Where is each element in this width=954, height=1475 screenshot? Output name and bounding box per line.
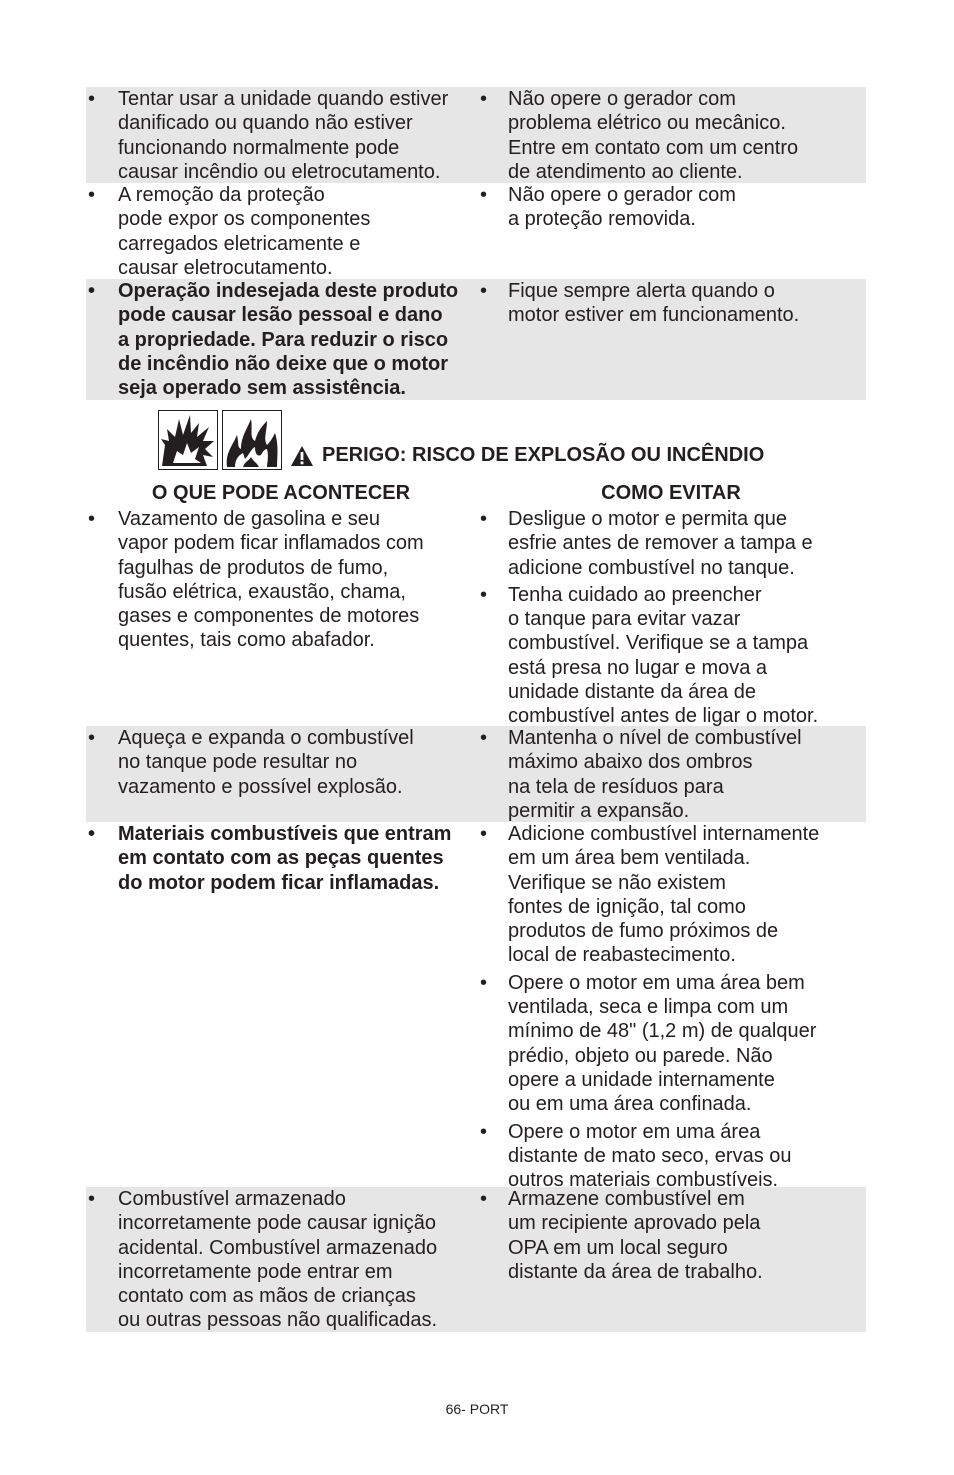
- hazard-icons: [158, 410, 282, 470]
- table-row: [86, 183, 866, 279]
- list-item: [86, 726, 476, 799]
- bullet: •: [88, 1188, 96, 1210]
- avoid-text: Opere o motor em uma área distante de mato seco, ervas ou outros materiais combustíveis.: [508, 1120, 792, 1192]
- list-item: [86, 183, 476, 280]
- avoid-cell: [476, 183, 866, 279]
- hazard-text: Materiais combustíveis que entram em contato com as peças quentes do motor podem ficar inflamadas.: [118, 823, 452, 894]
- hazard-text: Vazamento de gasolina e seu vapor podem ficar inflamados com fagulhas de produtos de fumo, fusão elétrica, exaustão, chama, gases e componentes de motores quentes, tais como abafador.: [118, 508, 424, 652]
- hazard-text: Operação indesejada deste produto pode causar lesão pessoal e dano a propriedade. Para reduzir o risco de incêndio não deixe que o motor seja operado sem assistência.: [118, 280, 459, 400]
- bullet: •: [88, 727, 96, 749]
- bullet: •: [88, 184, 96, 206]
- list-item: [476, 1120, 866, 1193]
- list-item: [476, 279, 866, 328]
- bullet: •: [88, 88, 96, 110]
- column-heading-hazard: O QUE PODE ACONTECER: [151, 482, 411, 504]
- avoid-cell: [476, 822, 866, 1192]
- list-item: [476, 1187, 866, 1284]
- avoid-text: Armazene combustível em um recipiente aprovado pela OPA em um local seguro distante da área de trabalho.: [508, 1188, 763, 1283]
- avoid-text: Mantenha o nível de combustível máximo abaixo dos ombros na tela de resíduos para permitir a expansão.: [508, 727, 802, 822]
- list-item: [476, 822, 866, 968]
- list-item: [86, 1187, 476, 1333]
- list-item: [476, 726, 866, 823]
- list-item: [476, 507, 866, 580]
- list-item: [86, 822, 476, 895]
- avoid-cell: [476, 87, 866, 183]
- warning-triangle-icon: [290, 445, 314, 467]
- hazard-text: Tentar usar a unidade quando estiver danificado ou quando não estiver funcionando normalmente pode causar incêndio ou eletrocutamento.: [118, 88, 449, 183]
- hazard-cell: [86, 1187, 476, 1332]
- explosion-icon: [158, 410, 218, 470]
- avoid-text: Não opere o gerador com problema elétrico ou mecânico. Entre em contato com um centro de atendimento ao cliente.: [508, 88, 799, 183]
- column-headings: [86, 482, 866, 505]
- bullet: •: [480, 583, 488, 606]
- hazard-text: Combustível armazenado incorretamente pode causar ignição acidental. Combustível armazenado incorretamente pode entrar em contato com as mãos de crianças ou outras pessoas não qualificadas.: [118, 1188, 438, 1332]
- bottom-hazard-table: [86, 507, 866, 1332]
- bullet: •: [480, 1188, 488, 1210]
- avoid-text: Adicione combustível internamente em um área bem ventilada. Verifique se não existem fontes de ignição, tal como produtos de fumo próximos de local de reabastecimento.: [508, 823, 820, 967]
- hazard-cell: [86, 279, 476, 400]
- list-item: [476, 583, 866, 729]
- table-row: [86, 87, 866, 183]
- avoid-text: Opere o motor em uma área bem ventilada, seca e limpa com um mínimo de 48" (1,2 m) de qualquer prédio, objeto ou parede. Não opere a unidade internamente ou em uma área confinada.: [508, 971, 817, 1116]
- hazard-cell: [86, 87, 476, 183]
- table-row: [86, 279, 866, 400]
- list-item: [86, 87, 476, 184]
- hazard-text: A remoção da proteção pode expor os componentes carregados eletricamente e causar eletrocutamento.: [118, 184, 371, 279]
- top-hazard-table: [86, 87, 866, 400]
- page-number: 66- PORT: [445, 1401, 509, 1417]
- hazard-cell: [86, 507, 476, 726]
- avoid-cell: [476, 1187, 866, 1332]
- table-row: [86, 1187, 866, 1332]
- list-item: [86, 279, 476, 400]
- warning-title: [290, 444, 764, 467]
- table-row: [86, 822, 866, 1192]
- bullet: •: [480, 727, 488, 749]
- fire-icon: [222, 410, 282, 470]
- table-row: [86, 507, 866, 726]
- avoid-text: Não opere o gerador com a proteção removida.: [508, 184, 736, 231]
- avoid-cell: [476, 507, 866, 726]
- avoid-cell: [476, 279, 866, 400]
- section-heading: [86, 410, 866, 472]
- bullet: •: [88, 280, 96, 302]
- hazard-cell: [86, 726, 476, 822]
- avoid-cell: [476, 726, 866, 822]
- bullet: •: [480, 184, 488, 206]
- bullet: •: [480, 508, 488, 530]
- bullet: •: [480, 280, 488, 302]
- list-item: [476, 971, 866, 1117]
- section-title: PERIGO: RISCO DE EXPLOSÃO OU INCÊNDIO: [322, 444, 765, 466]
- bullet: •: [480, 1120, 488, 1143]
- bullet: •: [88, 508, 96, 530]
- bullet: •: [480, 971, 488, 994]
- hazard-cell: [86, 183, 476, 279]
- avoid-text: Fique sempre alerta quando o motor estiver em funcionamento.: [508, 280, 800, 327]
- avoid-text: Desligue o motor e permita que esfrie antes de remover a tampa e adicione combustível no tanque.: [508, 508, 813, 579]
- list-item: [476, 183, 866, 232]
- bullet: •: [480, 823, 488, 845]
- bullet: •: [480, 88, 488, 110]
- hazard-cell: [86, 822, 476, 1187]
- avoid-text: Tenha cuidado ao preencher o tanque para evitar vazar combustível. Verifique se a tampa está presa no lugar e mova a unidade distante da área de combustível antes de ligar o motor.: [508, 583, 819, 728]
- list-item: [476, 87, 866, 184]
- bullet: •: [88, 823, 96, 845]
- table-row: [86, 726, 866, 822]
- list-item: [86, 507, 476, 653]
- column-heading-avoid: COMO EVITAR: [601, 482, 741, 504]
- hazard-text: Aqueça e expanda o combustível no tanque pode resultar no vazamento e possível explosão.: [118, 727, 414, 798]
